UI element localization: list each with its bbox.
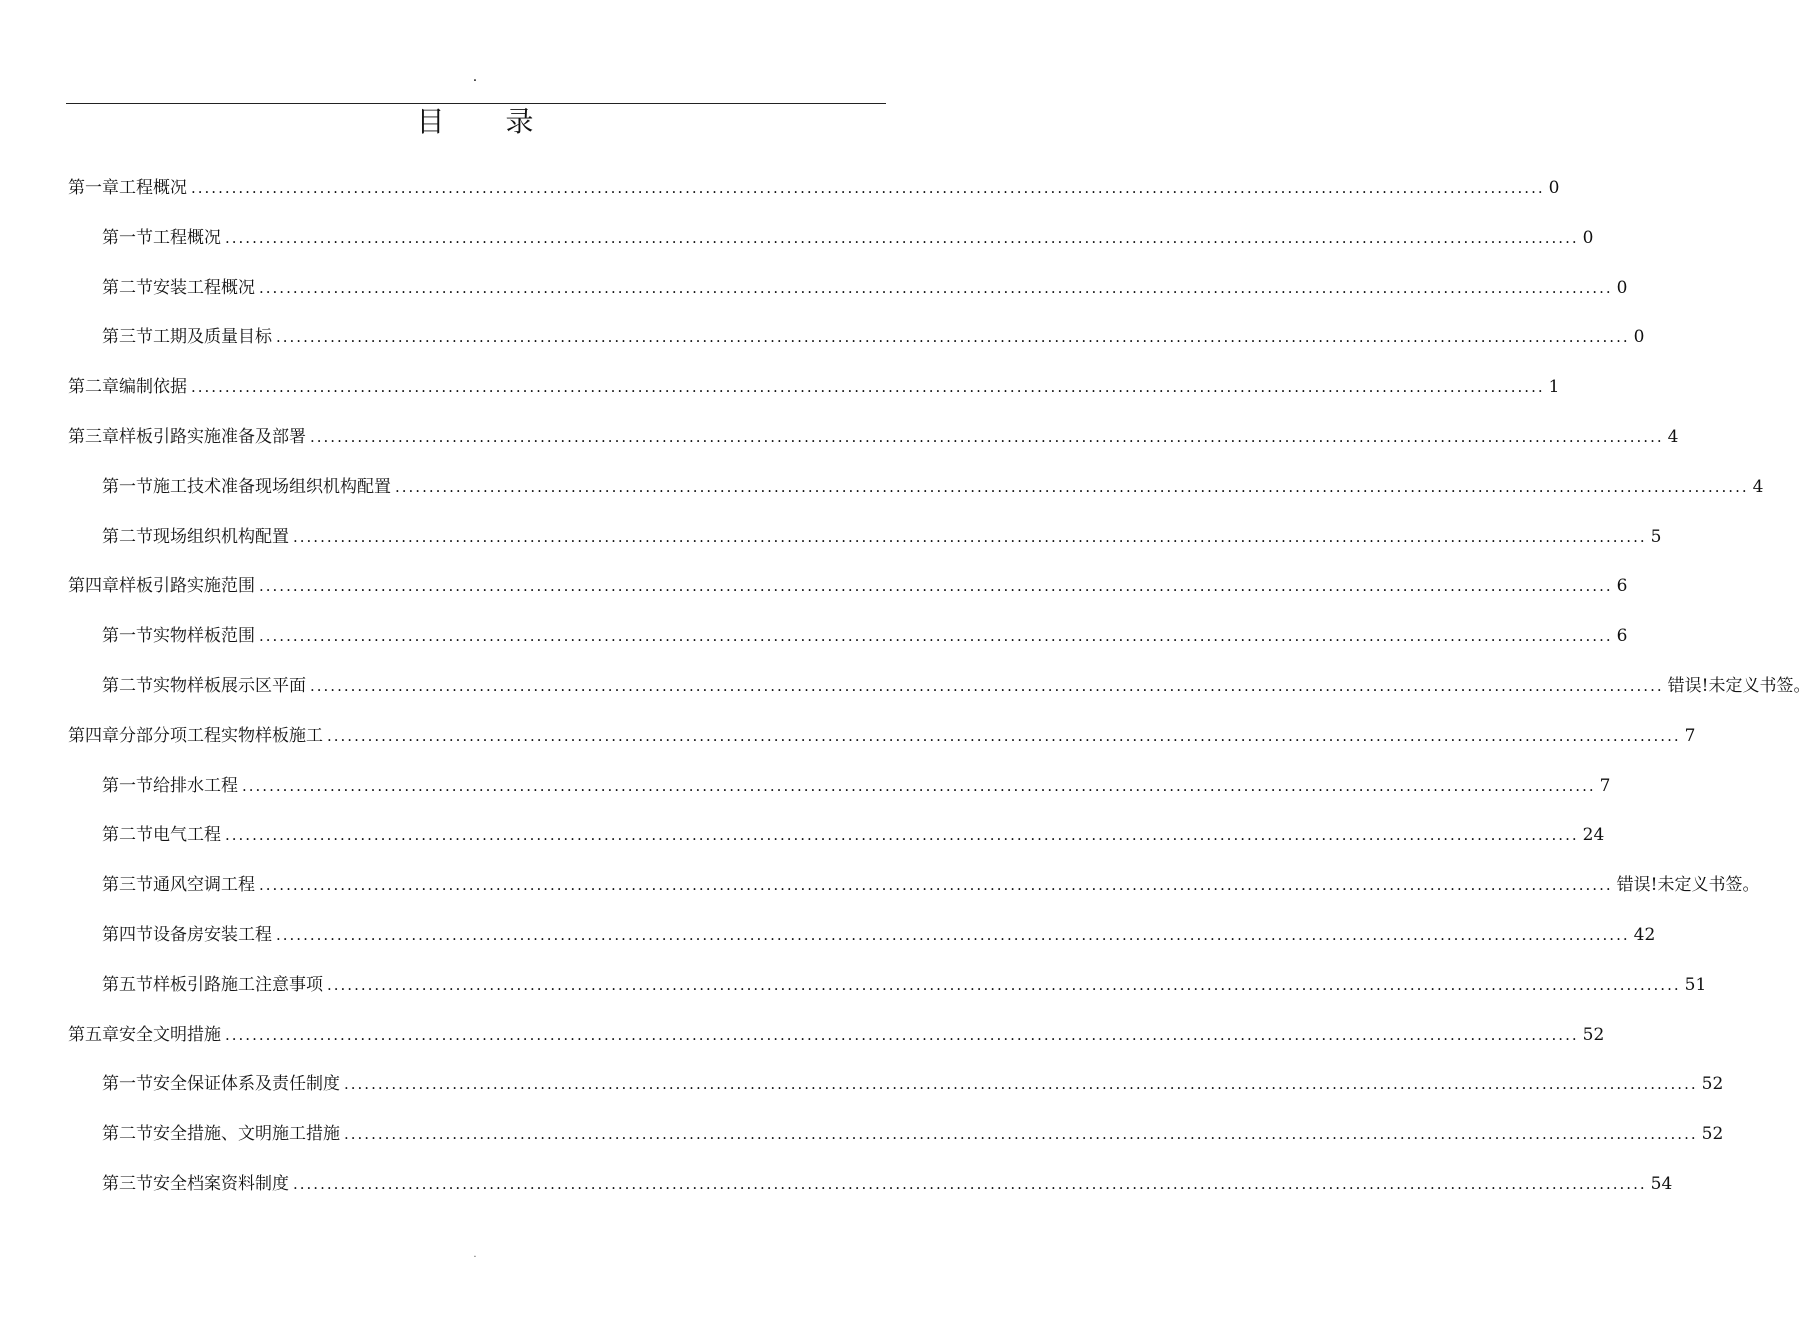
toc-entry-page: 52 [1701,1074,1724,1095]
toc-chapter-entry[interactable] [68,1010,1605,1060]
toc-entry-page: 7 [1599,775,1611,796]
toc-entry-page: 0 [1548,178,1560,198]
toc-leader-dots: ........................................................................................................................................................................................................ [259,876,1613,895]
toc-leader-dots: ........................................................................................................................................................................................................ [327,726,1681,745]
toc-leader-dots: ........................................................................................................................................................................................................ [293,1175,1647,1193]
toc-leader-dots: ........................................................................................................................................................................................................ [327,975,1681,994]
toc-section-entry[interactable] [102,910,1656,960]
toc-entry-page: 0 [1633,327,1645,348]
toc-leader-dots: ........................................................................................................................................................................................................ [276,328,1630,347]
toc-section-entry[interactable] [102,761,1611,811]
toc-entry-number: 第二章 [68,377,119,398]
toc-entry-title: 工程概况 [119,178,187,198]
toc-entry-title: 安全文明措施 [119,1024,221,1045]
toc-entry-title: 样板引路实施准备及部署 [119,427,306,447]
toc-entry-page: 7 [1684,725,1696,746]
toc-entry-title: 编制依据 [119,377,187,398]
toc-leader-dots: ........................................................................................................................................................................................................ [310,677,1664,695]
toc-entry-page: 52 [1582,1024,1605,1045]
toc-leader-dots: ........................................................................................................................................................................................................ [259,627,1613,646]
toc-chapter-entry[interactable] [68,711,1696,761]
toc-section-entry[interactable] [102,611,1628,661]
toc-leader-dots: ........................................................................................................................................................................................................ [225,228,1579,247]
toc-leader-dots: ........................................................................................................................................................................................................ [395,477,1749,496]
toc-entry-number: 第三节 [102,875,153,896]
toc-section-entry[interactable] [102,512,1662,562]
toc-section-entry[interactable] [102,860,1760,910]
toc-entry-page: 0 [1582,227,1594,248]
toc-entry-number: 第二节 [102,1124,153,1145]
toc-entry-number: 第三节 [102,1174,153,1194]
header-mark: . [472,69,478,85]
toc-entry-number: 第三章 [68,427,119,447]
toc-section-entry[interactable] [102,462,1764,512]
toc-entry-page: 错误!未定义书签。 [1616,875,1760,896]
toc-entry-number: 第四节 [102,925,153,945]
toc-entry-title: 分部分项工程实物样板施工 [119,725,323,746]
toc-section-entry[interactable] [102,661,1810,711]
toc-section-entry[interactable] [102,213,1594,263]
toc-leader-dots: ........................................................................................................................................................................................................ [293,527,1647,546]
toc-leader-dots: ........................................................................................................................................................................................................ [225,826,1579,845]
toc-entry-number: 第二节 [102,825,153,846]
toc-entry-number: 第四章 [68,725,119,746]
toc-entry-title: 设备房安装工程 [153,925,272,945]
toc-entry-page: 4 [1752,476,1764,497]
toc-entry-number: 第一节 [102,1074,153,1095]
toc-entry-page: 0 [1616,277,1628,298]
toc-leader-dots: ........................................................................................................................................................................................................ [259,278,1613,297]
toc-section-entry[interactable] [102,960,1707,1010]
toc-leader-dots: ........................................................................................................................................................................................................ [225,1025,1579,1044]
toc-entry-number: 第五节 [102,974,153,995]
toc-section-entry[interactable] [102,1109,1724,1159]
toc-section-entry[interactable] [102,263,1628,313]
toc-leader-dots: ........................................................................................................................................................................................................ [191,179,1545,197]
toc-leader-dots: ........................................................................................................................................................................................................ [191,378,1545,397]
toc-entry-number: 第五章 [68,1024,119,1045]
toc-entry-title: 通风空调工程 [153,875,255,896]
toc-entry-number: 第二节 [102,277,153,298]
toc-entry-page: 错误!未定义书签。 [1667,676,1810,696]
toc-entry-page: 4 [1667,427,1679,447]
toc-leader-dots: ........................................................................................................................................................................................................ [344,1075,1698,1094]
toc-chapter-entry[interactable] [68,412,1679,462]
footer-mark: . [473,1249,477,1260]
toc-entry-title: 安全档案资料制度 [153,1174,289,1194]
toc-entry-page: 24 [1582,825,1605,846]
toc-section-entry[interactable] [102,1159,1673,1209]
toc-entry-number: 第一节 [102,775,153,796]
toc-entry-page: 51 [1684,974,1707,995]
toc-entry-number: 第二节 [102,676,153,696]
toc-entry-number: 第四章 [68,576,119,597]
toc-entry-number: 第一节 [102,626,153,647]
toc-chapter-entry[interactable] [68,561,1628,611]
toc-entry-title: 现场组织机构配置 [153,526,289,547]
toc-leader-dots: ........................................................................................................................................................................................................ [310,428,1664,446]
toc-entry-number: 第一节 [102,227,153,248]
toc-entry-title: 电气工程 [153,825,221,846]
toc-leader-dots: ........................................................................................................................................................................................................ [259,577,1613,596]
toc-leader-dots: ........................................................................................................................................................................................................ [344,1125,1698,1144]
toc-chapter-entry[interactable] [68,163,1560,213]
toc-entry-title: 工期及质量目标 [153,327,272,348]
toc-entry-page: 52 [1701,1124,1724,1145]
toc-entry-title: 给排水工程 [153,775,238,796]
toc-chapter-entry[interactable] [68,362,1560,412]
toc-section-entry[interactable] [102,810,1605,860]
toc-entry-title: 工程概况 [153,227,221,248]
toc-leader-dots: ........................................................................................................................................................................................................ [242,776,1596,795]
toc-section-entry[interactable] [102,1059,1724,1109]
toc-entry-number: 第二节 [102,526,153,547]
toc-leader-dots: ........................................................................................................................................................................................................ [276,926,1630,944]
toc-entry-title: 实物样板范围 [153,626,255,647]
toc-entry-page: 42 [1633,925,1656,945]
toc-entry-page: 5 [1650,526,1662,547]
toc-section-entry[interactable] [102,312,1645,362]
toc-entry-page: 54 [1650,1174,1673,1194]
toc-entry-title: 样板引路实施范围 [119,576,255,597]
toc-title: 目 录 [416,105,560,138]
toc-entry-number: 第一章 [68,178,119,198]
toc-entry-page: 6 [1616,576,1628,597]
toc-entry-page: 6 [1616,626,1628,647]
toc-entry-title: 安装工程概况 [153,277,255,298]
toc-entry-page: 1 [1548,377,1560,398]
toc-entry-number: 第一节 [102,476,153,497]
toc-entry-title: 样板引路施工注意事项 [153,974,323,995]
toc-entry-title: 施工技术准备现场组织机构配置 [153,476,391,497]
toc-entry-title: 实物样板展示区平面 [153,676,306,696]
toc-entry-title: 安全保证体系及责任制度 [153,1074,340,1095]
toc-entry-number: 第三节 [102,327,153,348]
toc-entry-title: 安全措施、文明施工措施 [153,1124,340,1145]
